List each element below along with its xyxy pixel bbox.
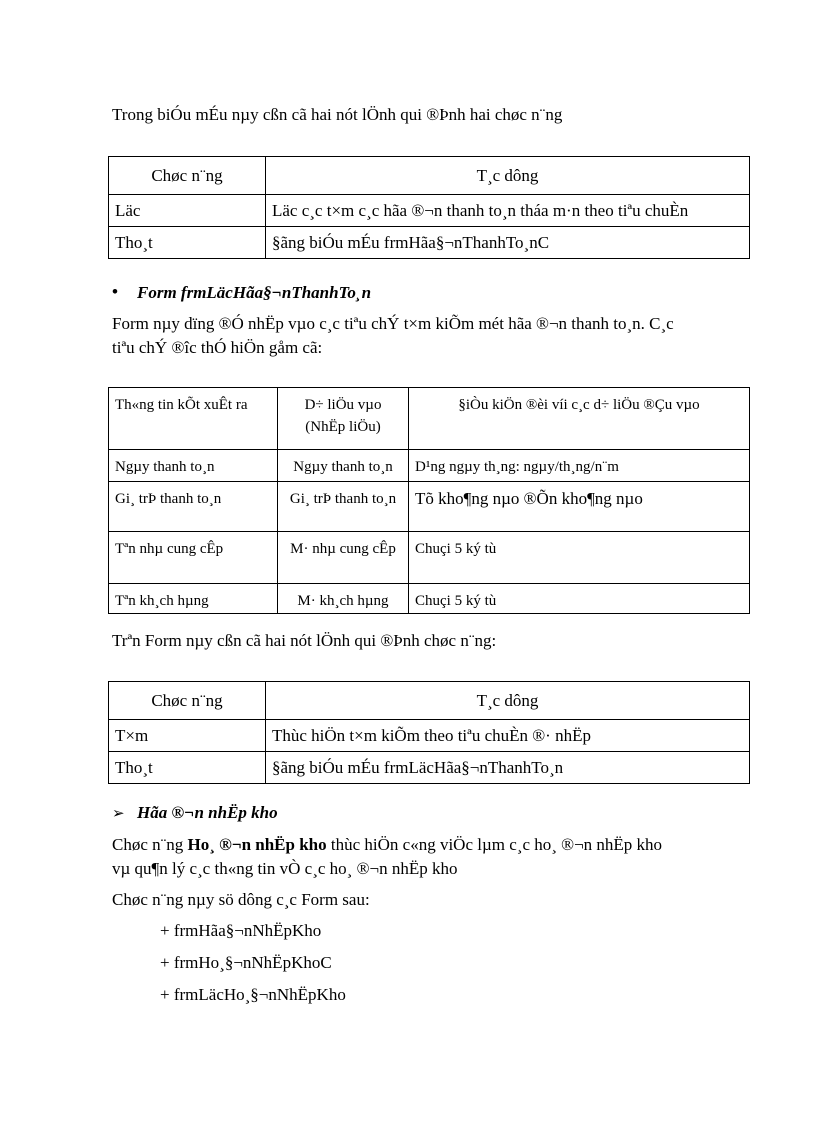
cell-input: Ngµy thanh to¸n — [278, 450, 409, 482]
section-paragraph-line — [112, 834, 662, 856]
cell-input: M· nhµ cung cÊp — [278, 532, 409, 584]
cell-effect: Läc c¸c t×m c¸c hãa ®¬n thanh to¸n tháa m·n theo tiªu chuÈn — [266, 195, 750, 227]
table-row — [109, 195, 750, 227]
cell-function: Tho¸t — [109, 752, 266, 784]
intro-text: Trong biÓu mÉu nµy cßn cã hai nót lÖnh qui ®Þnh hai chøc n¨ng — [112, 105, 563, 124]
table-header-row — [109, 682, 750, 720]
header-effect: T¸c dông — [266, 682, 750, 720]
bullet-icon: • — [112, 282, 118, 301]
cell-effect: §ãng biÓu mÉu frmLäcHãa§¬nThanhTo¸n — [266, 752, 750, 784]
table-row — [109, 584, 750, 614]
table-row — [109, 720, 750, 752]
cell-function: Läc — [109, 195, 266, 227]
cell-output: Tªn nhµ cung cÊp — [109, 532, 278, 584]
header-input: D÷ liÖu vµo (NhËp liÖu) — [278, 388, 409, 450]
cell-output: Ngµy thanh to¸n — [109, 450, 278, 482]
table-row — [109, 450, 750, 482]
cell-condition: Chuçi 5 ký tù — [409, 584, 750, 614]
cell-function: Tho¸t — [109, 227, 266, 259]
table-row — [109, 482, 750, 532]
cell-input: M· kh¸ch hµng — [278, 584, 409, 614]
section-paragraph-line: vµ qu¶n lý c¸c th«ng tin vÒ c¸c ho¸ ®¬n nhËp kho — [112, 859, 458, 878]
table-row — [109, 532, 750, 584]
section-paragraph-line: tiªu chÝ ®îc thÓ hiÖn gåm cã: — [112, 338, 323, 357]
intro-text-2: Trªn Form nµy cßn cã hai nót lÖnh qui ®Þnh chøc n¨ng: — [112, 631, 497, 650]
cell-output: Gi¸ trÞ thanh to¸n — [109, 482, 278, 532]
section-title: Form frmLäcHãa§¬nThanhTo¸n — [137, 283, 372, 302]
form-list-item: + frmHo¸§¬nNhËpKhoC — [160, 953, 332, 972]
table-row — [109, 752, 750, 784]
cell-condition: D¹ng ngµy th¸ng: ngµy/th¸ng/n¨m — [409, 450, 750, 482]
section-paragraph-line: Chøc n¨ng nµy sö dông c¸c Form sau: — [112, 890, 370, 909]
form-list-item: + frmHãa§¬nNhËpKho — [160, 921, 322, 940]
table-header-row — [109, 157, 750, 195]
section-title-2: Hãa ®¬n nhËp kho — [137, 803, 278, 822]
header-condition: §iÒu kiÖn ®èi víi c¸c d÷ liÖu ®Çu vµo — [409, 388, 750, 450]
form-list-item: + frmLäcHo¸§¬nNhËpKho — [160, 985, 346, 1004]
para-bold: Ho¸ ®¬n nhËp kho — [187, 835, 327, 854]
criteria-table — [108, 387, 750, 614]
cell-input: Gi¸ trÞ thanh to¸n — [278, 482, 409, 532]
header-effect: T¸c dông — [266, 157, 750, 195]
para-post: thùc hiÖn c«ng viÖc lµm c¸c ho¸ ®¬n nhËp kho — [326, 835, 663, 854]
section-paragraph-line: Form nµy dïng ®Ó nhËp vµo c¸c tiªu chÝ t×m kiÕm mét hãa ®¬n thanh to¸n. C¸c — [112, 314, 674, 333]
cell-function: T×m — [109, 720, 266, 752]
arrow-bullet-icon: ➢ — [112, 806, 125, 822]
cell-condition: Chuçi 5 ký tù — [409, 532, 750, 584]
header-output: Th«ng tin kÕt xuÊt ra — [109, 388, 278, 450]
cell-output: Tªn kh¸ch hµng — [109, 584, 278, 614]
header-function: Chøc n¨ng — [109, 682, 266, 720]
cell-effect: Thùc hiÖn t×m kiÕm theo tiªu chuÈn ®· nhËp — [266, 720, 750, 752]
cell-effect: §ãng biÓu mÉu frmHãa§¬nThanhTo¸nC — [266, 227, 750, 259]
cell-condition: Tõ kho¶ng nµo ®Õn kho¶ng nµo — [409, 482, 750, 532]
function-table-1 — [108, 156, 750, 259]
function-table-2 — [108, 681, 750, 784]
para-pre: Chøc n¨ng — [112, 835, 188, 854]
table-row — [109, 227, 750, 259]
header-function: Chøc n¨ng — [109, 157, 266, 195]
table-header-row — [109, 388, 750, 450]
